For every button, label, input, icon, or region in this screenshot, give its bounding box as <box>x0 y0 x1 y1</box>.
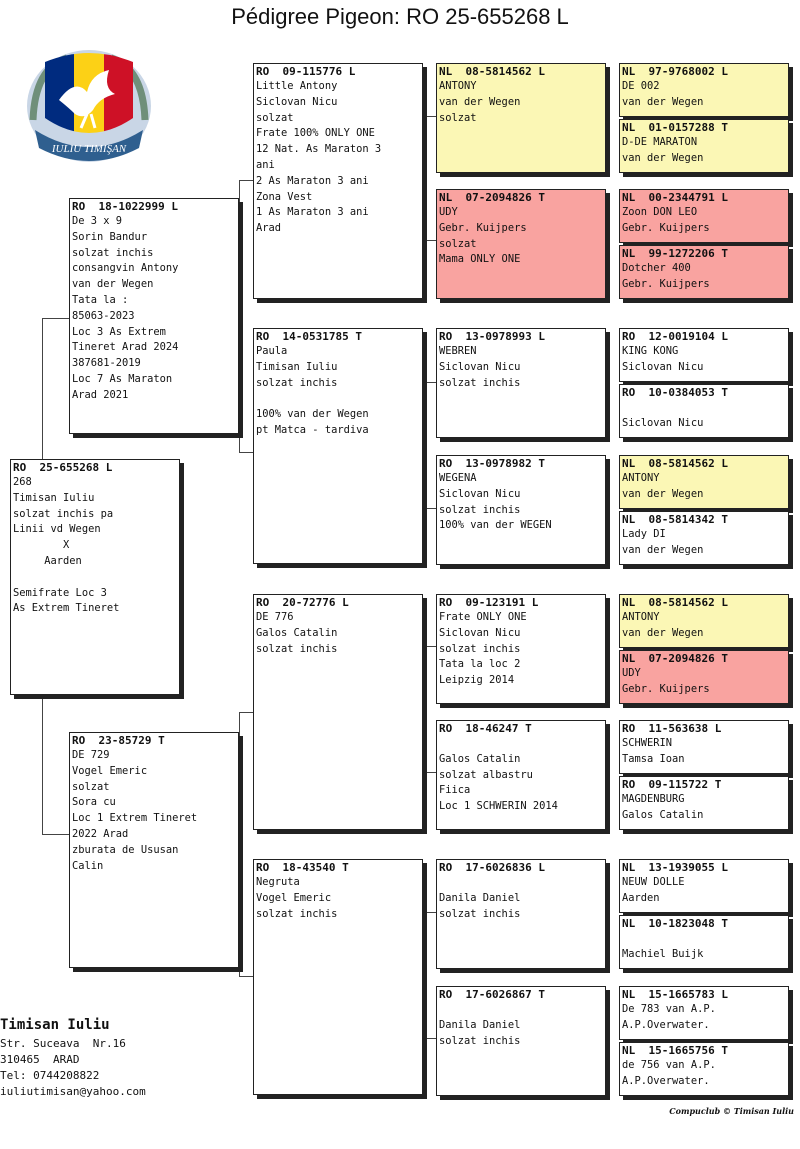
pigeon-info: Machiel Buijk <box>622 947 704 960</box>
connector-line <box>423 912 424 1038</box>
pigeon-info: De 783 van A.P. A.P.Overwater. <box>622 1003 716 1031</box>
ring-number: RO 09-115722 T <box>622 778 722 791</box>
owner-city: 310465 ARAD <box>0 1053 80 1066</box>
connector-line <box>423 912 436 913</box>
ggg-parent-card[interactable] <box>619 189 789 243</box>
dam-card[interactable] <box>69 732 239 968</box>
owner-street: Str. Suceava Nr.16 <box>0 1037 126 1050</box>
connector-line <box>42 318 69 319</box>
footer-credit: Compuclub © Timisan Iuliu <box>669 1106 794 1116</box>
logo-text: IULIU TIMIŞAN <box>51 143 127 155</box>
ggg-parent-card[interactable] <box>619 986 789 1040</box>
great-grandparent-card[interactable] <box>436 720 606 830</box>
pigeon-info: Little Antony Siclovan Nicu solzat Frate 100% ONLY ONE 12 Nat. As Maraton 3 ani 2 As Maraton 3 ani Zona Vest 1 As Maraton 3 ani Arad <box>256 80 382 235</box>
ggg-parent-card[interactable] <box>619 776 789 830</box>
pigeon-info: Dotcher 400 Gebr. Kuijpers <box>622 262 710 290</box>
ggg-parent-card[interactable] <box>619 859 789 913</box>
pigeon-info: Negruta Vogel Emeric solzat inchis <box>256 876 338 920</box>
pigeon-info: 268 Timisan Iuliu solzat inchis pa Linii vd Wegen X Aarden Semifrate Loc 3 As Extrem Tineret <box>13 476 120 615</box>
connector-line <box>239 180 240 452</box>
pigeon-info: WEGENA Siclovan Nicu solzat inchis 100% van der WEGEN <box>439 472 552 532</box>
sire-card[interactable] <box>69 198 239 434</box>
grandparent-card[interactable] <box>253 328 423 564</box>
ring-number: NL 13-1939055 L <box>622 861 728 874</box>
pigeon-info: ANTONY van der Wegen solzat <box>439 80 521 124</box>
pigeon-info: DE 776 Galos Catalin solzat inchis <box>256 611 338 655</box>
club-logo <box>25 48 153 166</box>
ring-number: RO 13-0978993 L <box>439 330 545 343</box>
pigeon-info: Danila Daniel solzat inchis <box>439 891 521 920</box>
ggg-parent-card[interactable] <box>619 63 789 117</box>
ring-number: RO 23-85729 T <box>72 734 165 747</box>
connector-line <box>423 116 424 240</box>
ggg-parent-card[interactable] <box>619 328 789 382</box>
pigeon-info: KING KONG Siclovan Nicu <box>622 345 704 373</box>
great-grandparent-card[interactable] <box>436 986 606 1096</box>
pigeon-info: DE 002 van der Wegen <box>622 80 704 108</box>
ggg-parent-card[interactable] <box>619 245 789 299</box>
ggg-parent-card[interactable] <box>619 915 789 969</box>
owner-contact <box>0 1016 146 1100</box>
ggg-parent-card[interactable] <box>619 720 789 774</box>
pigeon-info: ANTONY van der Wegen <box>622 472 704 500</box>
ring-number: RO 18-1022999 L <box>72 200 178 213</box>
pigeon-info: Danila Daniel solzat inchis <box>439 1018 521 1047</box>
ring-number: NL 08-5814562 L <box>622 457 728 470</box>
page-title: Pédigree Pigeon: RO 25-655268 L <box>231 4 569 29</box>
connector-line <box>423 116 436 117</box>
ring-number: NL 15-1665756 T <box>622 1044 728 1057</box>
ring-number: NL 00-2344791 L <box>622 191 728 204</box>
ring-number: NL 10-1823048 T <box>622 917 728 930</box>
connector-line <box>42 318 43 460</box>
ggg-parent-card[interactable] <box>619 455 789 509</box>
pigeon-info: Frate ONLY ONE Siclovan Nicu solzat inchis Tata la loc 2 Leipzig 2014 <box>439 611 527 687</box>
pigeon-info: NEUW DOLLE Aarden <box>622 876 685 904</box>
ring-number: NL 08-5814342 T <box>622 513 728 526</box>
pigeon-info: Paula Timisan Iuliu solzat inchis 100% van der Wegen pt Matca - tardiva <box>256 345 369 436</box>
pigeon-info: Galos Catalin solzat albastru Fiica Loc 1 SCHWERIN 2014 <box>439 752 558 813</box>
ring-number: RO 09-123191 L <box>439 596 539 609</box>
connector-line <box>423 382 436 383</box>
pigeon-info: de 756 van A.P. A.P.Overwater. <box>622 1059 716 1087</box>
ring-number: RO 17-6026867 T <box>439 988 545 1001</box>
ring-number: RO 12-0019104 L <box>622 330 728 343</box>
pigeon-info: Siclovan Nicu <box>622 416 704 429</box>
pigeon-info: SCHWERIN Tamsa Ioan <box>622 737 685 765</box>
pigeon-info: D-DE MARATON van der Wegen <box>622 136 704 164</box>
ggg-parent-card[interactable] <box>619 1042 789 1096</box>
ring-number: NL 97-9768002 L <box>622 65 728 78</box>
grandparent-card[interactable] <box>253 594 423 830</box>
connector-line <box>423 646 424 772</box>
ggg-parent-card[interactable] <box>619 384 789 438</box>
subject-pigeon-card[interactable] <box>10 459 180 695</box>
grandparent-card[interactable] <box>253 859 423 1095</box>
pigeon-info: ANTONY van der Wegen <box>622 611 704 639</box>
ring-number: RO 13-0978982 T <box>439 457 545 470</box>
owner-name: Timisan Iuliu <box>0 1017 110 1033</box>
connector-line <box>423 508 436 509</box>
ring-number: RO 10-0384053 T <box>622 386 728 399</box>
pigeon-info: Lady DI van der Wegen <box>622 528 704 556</box>
pigeon-info: UDY Gebr. Kuijpers <box>622 667 710 695</box>
ring-number: NL 01-0157288 T <box>622 121 728 134</box>
ring-number: RO 20-72776 L <box>256 596 349 609</box>
connector-line <box>239 712 240 976</box>
owner-phone: Tel: 0744208822 <box>0 1069 100 1082</box>
pigeon-info: DE 729 Vogel Emeric solzat Sora cu Loc 1 Extrem Tineret 2022 Arad zburata de Ususan Calin <box>72 749 198 872</box>
pigeon-info: WEBREN Siclovan Nicu solzat inchis <box>439 345 521 389</box>
grandparent-card[interactable] <box>253 63 423 299</box>
ring-number: RO 18-46247 T <box>439 722 532 735</box>
connector-line <box>423 240 436 241</box>
connector-line <box>239 452 253 453</box>
connector-line <box>423 772 436 773</box>
ring-number: RO 18-43540 T <box>256 861 349 874</box>
pigeon-info: MAGDENBURG Galos Catalin <box>622 793 704 821</box>
great-grandparent-card[interactable] <box>436 63 606 173</box>
connector-line <box>239 976 253 977</box>
ring-number: NL 08-5814562 L <box>439 65 545 78</box>
pigeon-info: UDY Gebr. Kuijpers solzat Mama ONLY ONE <box>439 206 527 266</box>
ring-number: NL 08-5814562 L <box>622 596 728 609</box>
great-grandparent-card[interactable] <box>436 455 606 565</box>
ring-number: NL 07-2094826 T <box>439 191 545 204</box>
connector-line <box>239 712 253 713</box>
pigeon-info: De 3 x 9 Sorin Bandur solzat inchis consangvin Antony van der Wegen Tata la : 85063-2023 Loc 3 As Extrem Tineret Arad 2024 387681-2019 Loc 7 As Maraton Arad 2021 <box>72 215 179 401</box>
connector-line <box>423 382 424 508</box>
pigeon-info: Zoon DON LEO Gebr. Kuijpers <box>622 206 710 234</box>
ring-number: RO 17-6026836 L <box>439 861 545 874</box>
connector-line <box>42 834 69 835</box>
ggg-parent-card[interactable] <box>619 511 789 565</box>
owner-email[interactable]: iuliutimisan@yahoo.com <box>0 1085 146 1098</box>
great-grandparent-card[interactable] <box>436 594 606 704</box>
ring-number: RO 11-563638 L <box>622 722 722 735</box>
connector-line <box>423 1038 436 1039</box>
ring-number: RO 14-0531785 T <box>256 330 362 343</box>
connector-line <box>423 646 436 647</box>
great-grandparent-card[interactable] <box>436 859 606 969</box>
connector-line <box>239 180 253 181</box>
ggg-parent-card[interactable] <box>619 650 789 704</box>
ring-number: NL 07-2094826 T <box>622 652 728 665</box>
ring-number: RO 09-115776 L <box>256 65 356 78</box>
great-grandparent-card[interactable] <box>436 189 606 299</box>
ring-number: RO 25-655268 L <box>13 461 113 474</box>
ring-number: NL 99-1272206 T <box>622 247 728 260</box>
ggg-parent-card[interactable] <box>619 119 789 173</box>
great-grandparent-card[interactable] <box>436 328 606 438</box>
ring-number: NL 15-1665783 L <box>622 988 728 1001</box>
connector-line <box>42 696 43 834</box>
ggg-parent-card[interactable] <box>619 594 789 648</box>
